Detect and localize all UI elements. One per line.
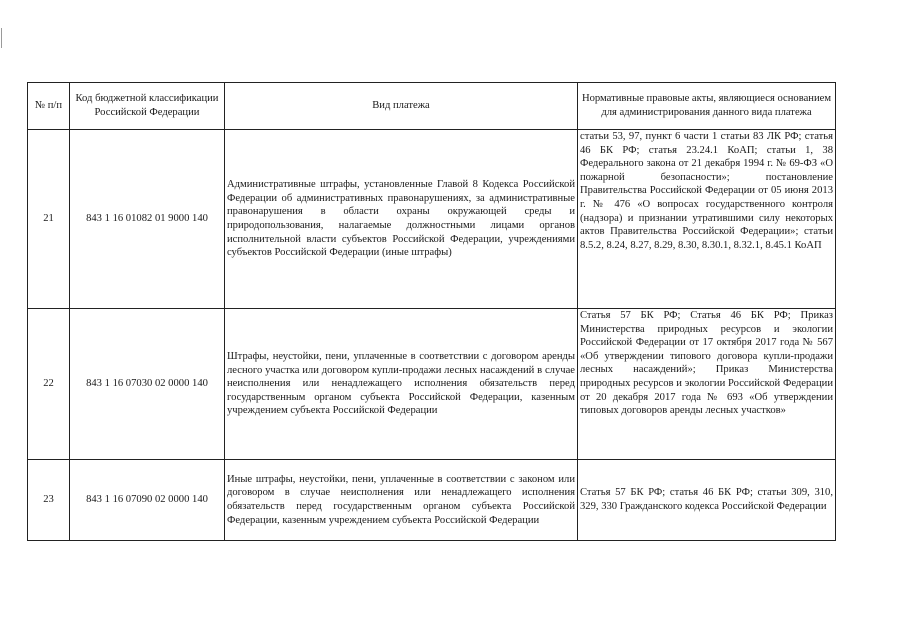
table-row <box>28 309 836 460</box>
row-code: 843 1 16 01082 01 9000 140 <box>70 130 225 309</box>
payment-table <box>27 82 836 541</box>
row-code: 843 1 16 07090 02 0000 140 <box>70 460 225 541</box>
table-row <box>28 460 836 541</box>
header-num: № п/п <box>28 83 70 130</box>
row-acts: статьи 53, 97, пункт 6 части 1 статьи 83 ЛК РФ; статья 46 БК РФ; статья 23.24.1 КоАП; статьи 1, 38 Федерального закона от 21 декабря 1994 г. № 69-ФЗ «О пожарной безопасности»; постановление Правительства Российской Федерации от 05 июня 2013 г. № 476 «О вопросах государственного контроля (надзора) и признании утратившими силу некоторых актов Правительства Российской Федерации»; статьи 8.5.2, 8.24, 8.27, 8.29, 8.30, 8.30.1, 8.32.1, 8.45.1 КоАП <box>578 130 836 309</box>
row-code: 843 1 16 07030 02 0000 140 <box>70 309 225 460</box>
table-header-row <box>28 83 836 130</box>
row-acts: Статья 57 БК РФ; статья 46 БК РФ; статьи 309, 310, 329, 330 Гражданского кодекса Российской Федерации <box>578 460 836 541</box>
row-description: Иные штрафы, неустойки, пени, уплаченные в соответствии с законом или договором в случае неисполнения или ненадлежащего исполнения обязательств перед государственным органом субъекта Российской Федерации, казенным учреждением субъекта Российской Федерации <box>225 460 578 541</box>
row-num: 21 <box>28 130 70 309</box>
header-type: Вид платежа <box>225 83 578 130</box>
header-acts: Нормативные правовые акты, являющиеся основанием для администрирования данного вида платежа <box>578 83 836 130</box>
row-num: 22 <box>28 309 70 460</box>
row-acts: Статья 57 БК РФ; Статья 46 БК РФ; Приказ Министерства природных ресурсов и экологии Российской Федерации от 17 октября 2017 года № 567 «Об утверждении типового договора купли-продажи лесных насаждений»; Приказ Министерства природных ресурсов и экологии Российской Федерации от 20 декабря 2017 года № 693 «Об утверждении типовых договоров аренды лесных участков» <box>578 309 836 460</box>
scan-edge-mark <box>1 28 2 48</box>
table-row <box>28 130 836 309</box>
row-description: Административные штрафы, установленные Главой 8 Кодекса Российской Федерации об административных правонарушениях, за административные правонарушения в области охраны окружающей среды и природопользования, налагаемые должностными лицами органов исполнительной власти субъектов Российской Федерации, учреждениями субъектов Российской Федерации (иные штрафы) <box>225 130 578 309</box>
row-num: 23 <box>28 460 70 541</box>
header-code: Код бюджетной классификации Российской Федерации <box>70 83 225 130</box>
row-description: Штрафы, неустойки, пени, уплаченные в соответствии с договором аренды лесного участка или договором купли-продажи лесных насаждений в случае неисполнения или ненадлежащего исполнения обязательств перед государственным органом субъекта Российской Федерации, казенным учреждением субъекта Российской Федерации <box>225 309 578 460</box>
